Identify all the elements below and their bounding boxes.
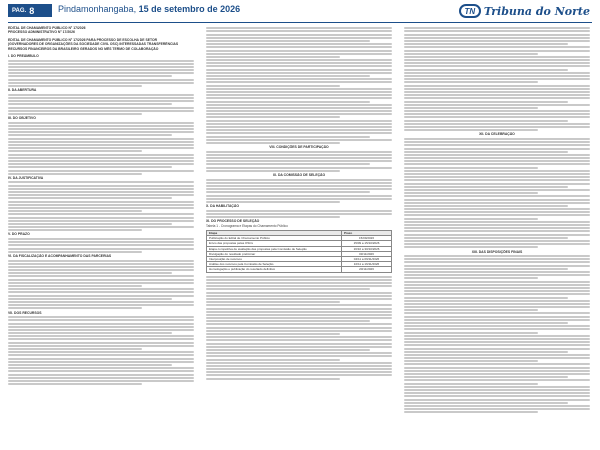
logo-text: Tribuna do Norte — [483, 4, 590, 18]
section-heading: XIII. DAS DISPOSIÇÕES FINAIS — [471, 249, 523, 254]
table-header-etapa: Etapa — [207, 231, 342, 236]
section-heading: VII. DOS RECURSOS — [8, 310, 42, 315]
table-cell-prazo: 20/11/2026 — [342, 267, 392, 272]
header-location: Pindamonhangaba, — [58, 4, 139, 14]
table-header-prazo: Prazo — [342, 231, 392, 236]
header-date-bold: 15 de setembro de 2026 — [138, 4, 241, 14]
table-cell-etapa: Interposição de recursos — [207, 257, 342, 262]
section-heading: XII. DA CELEBRAÇÃO — [479, 132, 515, 137]
table-cell-prazo: 03/11/2026 — [342, 251, 392, 256]
table-cell-etapa: Homologação e publicação do resultado definitivo — [207, 267, 342, 272]
page-label: PAG. — [12, 7, 27, 14]
section-heading: IV. DA JUSTIFICATIVA — [8, 175, 44, 180]
page-header — [0, 0, 600, 22]
page-number-badge — [8, 4, 52, 17]
edital-subtitle-1: EDITAL DE CHAMAMENTO PÚBLICO N° 17/2026 PARA PROCESSO DE ESCOLHA DE SETOR — [8, 37, 158, 42]
table-cell-etapa: Envio das propostas pelas OSCs — [207, 241, 342, 246]
page-number: 8 — [29, 5, 35, 16]
edital-subtitle-2: (GOVERNADORES DE ORGANIZAÇÕES DA SOCIEDADE CIVIL OSC) INTERESSADAS TRANSFERÊNCIAS — [8, 42, 179, 47]
column-1 — [8, 26, 194, 446]
table-cell-etapa: Análise dos recursos pela Comissão de Seleção — [207, 262, 342, 267]
column-2 — [206, 26, 392, 446]
section-heading: X. DA HABILITAÇÃO — [206, 204, 239, 209]
schedule-table — [206, 230, 392, 273]
newspaper-logo — [459, 3, 590, 19]
edital-title: EDITAL DE CHAMAMENTO PÚBLICO N° 17/2026 — [8, 26, 86, 30]
section-heading: V. DO PRAZO — [8, 232, 30, 237]
logo-mark-icon: TN — [459, 4, 481, 18]
header-rule — [8, 22, 592, 23]
table-cell-etapa: Etapa competitiva de avaliação das propostas pela Comissão de Seleção — [207, 246, 342, 251]
section-heading: IX. DA COMISSÃO DE SELEÇÃO — [272, 173, 326, 178]
processo-title: PROCESSO ADMINISTRATIVO N° 17/2026 — [8, 30, 75, 35]
table-cell-prazo: 16/10 a 30/10/2026 — [342, 246, 392, 251]
edital-subtitle-3: RECURSOS FINANCEIROS DA BRASILEIRO GERADOS NO MÊS TERMO DE COLABORAÇÃO — [8, 46, 159, 51]
section-heading: VIII. CONDIÇÕES DE PARTICIPAÇÃO — [269, 145, 329, 150]
header-date — [58, 4, 240, 14]
table-row — [207, 246, 392, 251]
table-cell-prazo: 15/09/2026 — [342, 236, 392, 241]
table-cell-etapa: Divulgação do resultado preliminar — [207, 251, 342, 256]
table-cell-prazo: 15/09 a 15/10/2026 — [342, 241, 392, 246]
section-heading: III. DO OBJETIVO — [8, 116, 36, 121]
table-row — [207, 267, 392, 272]
table-cell-etapa: Publicação do Edital de Chamamento Público — [207, 236, 342, 241]
column-3 — [404, 26, 590, 446]
table-cell-prazo: 04/11 a 09/11/2026 — [342, 257, 392, 262]
section-heading: II. DA ABERTURA — [8, 88, 37, 93]
section-heading: I. DO PREÂMBULO — [8, 53, 39, 58]
section-heading: VI. DA FISCALIZAÇÃO E ACOMPANHAMENTO DAS PARCERIAS — [8, 253, 112, 258]
table-cell-prazo: 10/11 a 16/11/2026 — [342, 262, 392, 267]
section-heading: XI. DO PROCESSO DE SELEÇÃO — [206, 219, 260, 224]
table-caption: Tabela 1 - Cronograma e Etapas do Chamamento Público — [206, 223, 288, 228]
